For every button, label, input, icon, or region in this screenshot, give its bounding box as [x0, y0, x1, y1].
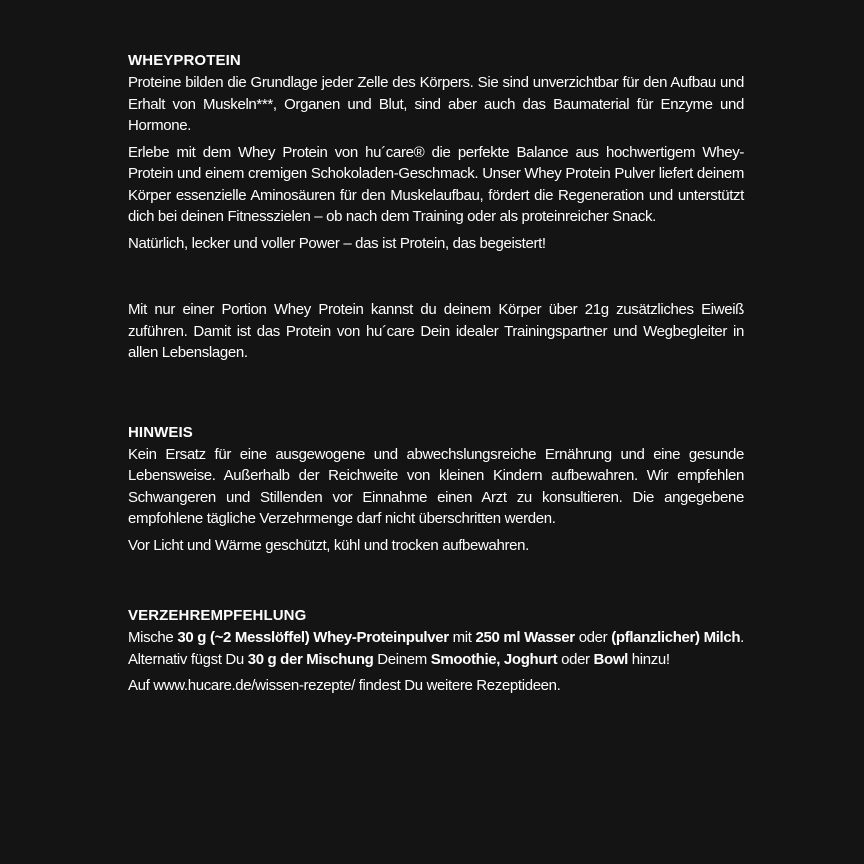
spacer: [128, 561, 744, 607]
hinweis-paragraph-2: Vor Licht und Wärme geschützt, kühl und trocken aufbewahren.: [128, 536, 529, 554]
bold-run: Smoothie, Joghurt: [430, 650, 558, 668]
text-run: mit: [448, 629, 476, 646]
bold-run: 30 g der Mischung: [247, 650, 374, 668]
bold-run: (pflanzlicher) Milch: [611, 629, 741, 646]
section-wheyprotein: [128, 52, 744, 364]
whey-paragraph-3: Natürlich, lecker und voller Power – das ist Protein, das begeistert!: [128, 234, 546, 252]
section-heading-hinweis: HINWEIS: [128, 423, 193, 441]
hinweis-paragraph-1: Kein Ersatz für eine ausgewogene und abwechslungsreiche Ernährung und eine gesunde Lebensweise. Außerhalb der Reichweite von kleinen Kindern aufbewahren. Wir empfehlen Schwangeren und Stillenden vor Einnahme einen Arzt zu konsultieren. Die angegebene empfohlene tägliche Verzehrmenge darf nicht überschritten werden.: [128, 445, 744, 527]
bold-run: Bowl: [593, 650, 628, 668]
whey-paragraph-1: Proteine bilden die Grundlage jeder Zelle des Körpers. Sie sind unverzichtbar für den Aufbau und Erhalt von Muskeln***, Organen und Blut, sind aber auch das Baumaterial für Enzyme und Hormone.: [128, 74, 744, 134]
text-run: Mische: [128, 629, 178, 646]
text-run: oder: [574, 629, 612, 646]
text-run: . Alternativ fügst Du: [128, 629, 744, 668]
section-hinweis: [128, 424, 744, 557]
section-heading-wheyprotein: WHEYPROTEIN: [128, 52, 241, 69]
text-run: Deinem: [373, 650, 431, 668]
spacer: [128, 369, 744, 424]
text-run: oder: [557, 650, 594, 668]
text-run: hinzu!: [627, 650, 670, 668]
section-verzehrempfehlung: [128, 607, 744, 697]
whey-paragraph-2: Erlebe mit dem Whey Protein von hu´care® die perfekte Balance aus hochwertigem Whey-Protein und einem cremigen Schokoladen-Geschmack. Unser Whey Protein Pulver liefert deinem Körper essenzielle Aminosäuren für den Muskelaufbau, fördert die Regeneration und unterstützt dich bei deinen Fitnesszielen – ob nach dem Training oder als proteinreicher Snack.: [128, 143, 744, 225]
whey-paragraph-4: Mit nur einer Portion Whey Protein kannst du deinem Körper über 21g zusätzliches Eiweiß zuführen. Damit ist das Protein von hu´care Dein idealer Trainingspartner und Wegbegleiter in allen Lebenslagen.: [128, 301, 744, 361]
spacer: [128, 259, 744, 299]
section-heading-verzehrempfehlung: VERZEHREMPFEHLUNG: [128, 607, 307, 624]
verzehr-paragraph-1: [128, 627, 744, 670]
bold-run: 250 ml Wasser: [475, 629, 575, 646]
bold-run: 30 g (~2 Messlöffel) Whey-Proteinpulver: [177, 629, 449, 646]
verzehr-paragraph-2: Auf www.hucare.de/wissen-rezepte/ findest Du weitere Rezeptideen.: [128, 677, 561, 694]
